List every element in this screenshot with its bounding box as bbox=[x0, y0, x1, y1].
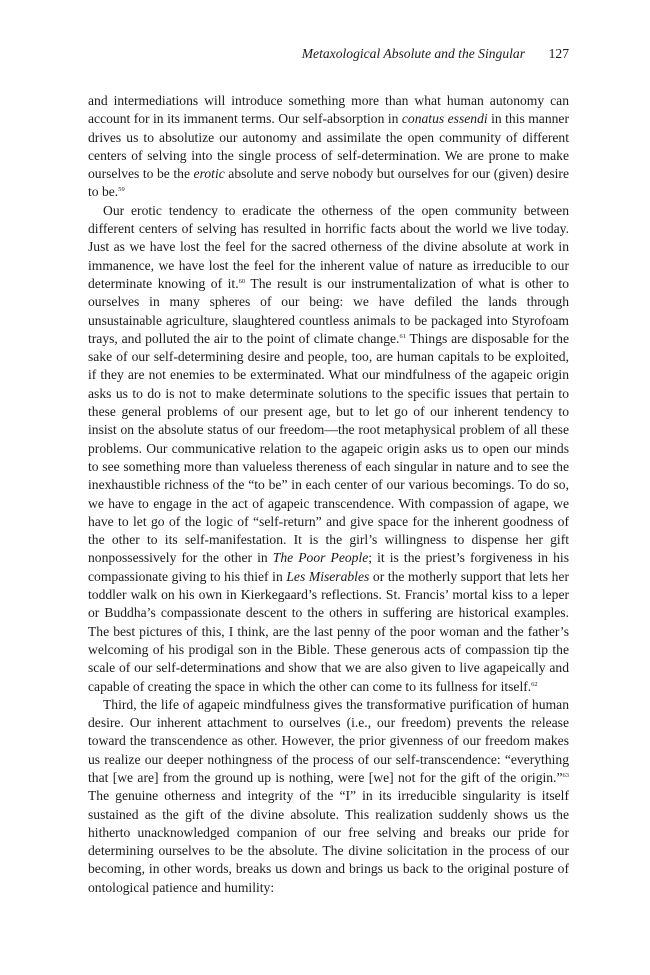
text-run: Our erotic tendency to eradicate the otherness of the open community between different centers of selving has resulted in horrific facts about the world we live today. Just as we have lost the feel for the sacred otherness of the divine absolute at work in immanence, we have lost the feel for the inherent value of nature as irreducible to our determinate knowing of it. bbox=[88, 202, 569, 291]
text-run: ; it is the priest’s forgiveness in his compassionate giving to his thief in bbox=[88, 550, 569, 584]
paragraph-2 bbox=[88, 202, 569, 696]
italic-term: conatus essendi bbox=[401, 111, 488, 127]
footnote-ref: 60 bbox=[238, 277, 246, 285]
book-title: The Poor People bbox=[272, 550, 369, 566]
footnote-ref: 62 bbox=[531, 680, 538, 688]
text-run: or the motherly support that lets her toddler walk on his own in Kierkegaard’s reflections. St. Francis’ mortal kiss to a leper or Buddha’s compassionate descent to the others in suffering are historical examples. The best pictures of this, I think, are the last penny of the poor woman and the father’s welcoming of his prodigal son in the Bible. These generous acts of compassion tip the scale of our self-determinations and show that we are also given to live agapeically and capable of creating the space in which the other can come to its fullness for itself. bbox=[88, 568, 569, 694]
body-text bbox=[88, 92, 569, 897]
footnote-ref: 59 bbox=[118, 186, 125, 194]
book-title: Les Miserables bbox=[286, 568, 370, 584]
text-run: Third, the life of agapeic mindfulness gives the transformative purification of human desire. Our inherent attachment to ourselves (i.e., our freedom) prevents the release toward the transcendence as other. However, the prior givenness of our freedom makes us realize our deeper nothingness of the process of our self-transcendence: “everything that [we are] from the ground up is nothing, were [we] not for the gift of the origin.” bbox=[88, 696, 569, 785]
running-head bbox=[88, 44, 569, 64]
paragraph-3 bbox=[88, 696, 569, 897]
italic-term: erotic bbox=[193, 166, 225, 182]
running-title: Metaxological Absolute and the Singular bbox=[301, 46, 525, 61]
paragraph-1 bbox=[88, 92, 569, 202]
text-run: The result is our instrumentalization of what is other to ourselves in many spheres of our being: we have defiled the lands through unsustainable agriculture, slaughtered countless animals to be packaged into Styrofoam trays, and polluted the air to the point of climate change. bbox=[88, 275, 569, 346]
page-number: 127 bbox=[548, 46, 569, 61]
text-run: absolute and serve nobody but ourselves for our (given) desire to be. bbox=[88, 166, 569, 200]
text-run: The genuine otherness and integrity of the “I” in its irreducible singularity is itself sustained as the gift of the divine absolute. This realization suddenly shows us the hitherto unacknowledged companion of our free selving and breaks our pride for determining ourselves to be the absolute. The divine solicitation in the process of our becoming, in other words, breaks us down and brings us back to the original posture of ontological patience and humility: bbox=[88, 788, 569, 895]
text-run: Things are disposable for the sake of our self-determining desire and people, too, are human capitals to be exploited, if they are not enemies to be exterminated. What our mindfulness of the agapeic origin asks us to do is not to make determinate solutions to the specific issues that pertain to these general problems of our present age, but to let go of our inherent tendency to insist on the absolute status of our freedom—the root metaphysical problem of all these problems. Our communicative relation to the agapeic origin asks us to open our minds to see something more than valueless thereness of each singular in nature and to see the inexhaustible richness of the “to be” in each center of our various becomings. To do so, we have to engage in the act of agapeic transcendence. With compassion of agape, we have to let go of the logic of “self-return” and give space for the inherent goodness of the other to its self-manifestation. It is the girl’s willingness to dispense her gift nonpossessively for the other in bbox=[88, 330, 569, 566]
text-run: and intermediations will introduce something more than what human autonomy can account for in its immanent terms. Our self-absorption in bbox=[88, 93, 569, 127]
footnote-ref: 63 bbox=[562, 771, 569, 779]
text-run: in this manner drives us to absolutize our autonomy and assimilate the open community of different centers of selving into the single process of self-determination. We are prone to make ourselves to be the bbox=[88, 111, 569, 182]
footnote-ref: 61 bbox=[399, 332, 406, 340]
